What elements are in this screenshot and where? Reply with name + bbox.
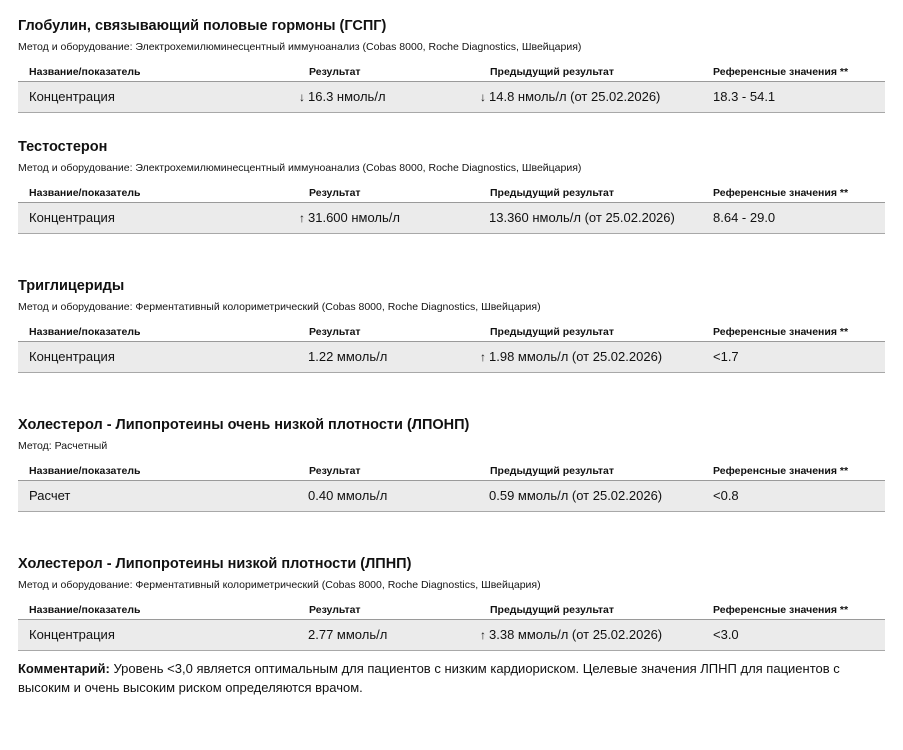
arrow-up-icon: ↑	[480, 628, 486, 642]
test-method: Метод: Расчетный	[18, 440, 108, 452]
row-name: Концентрация	[29, 89, 115, 104]
results-table	[18, 63, 885, 113]
row-previous	[477, 203, 675, 233]
results-table	[18, 184, 885, 234]
test-method: Метод и оборудование: Электрохемилюминесцентный иммуноанализ (Cobas 8000, Roche Diagnostics, Швейцария)	[18, 162, 582, 174]
header-result: Результат	[309, 465, 361, 477]
header-name: Название/показатель	[29, 465, 141, 477]
result-value: 1.22 ммоль/л	[308, 349, 388, 364]
header-result: Результат	[309, 604, 361, 616]
test-section-vldl	[18, 416, 885, 512]
test-method: Метод и оборудование: Ферментативный колориметрический (Cobas 8000, Roche Diagnostics, Швейцария)	[18, 579, 541, 591]
arrow-down-icon: ↓	[480, 90, 486, 104]
test-title: Тестостерон	[18, 139, 108, 155]
header-name: Название/показатель	[29, 66, 141, 78]
table-row	[18, 481, 885, 512]
table-header	[18, 63, 885, 82]
previous-value: 1.98 ммоль/л (от 25.02.2026)	[489, 349, 663, 364]
header-previous: Предыдущий результат	[490, 604, 614, 616]
result-value: 31.600 нмоль/л	[308, 210, 400, 225]
test-section-triglycerides	[18, 277, 885, 373]
row-reference: 18.3 - 54.1	[713, 89, 776, 104]
header-previous: Предыдущий результат	[490, 326, 614, 338]
test-title: Холестерол - Липопротеины низкой плотности (ЛПНП)	[18, 556, 412, 572]
row-previous	[477, 620, 662, 650]
header-name: Название/показатель	[29, 604, 141, 616]
arrow-down-icon: ↓	[299, 90, 305, 104]
row-name: Концентрация	[29, 349, 115, 364]
test-section-ldl	[18, 555, 885, 651]
comment-text: Уровень <3,0 является оптимальным для пациентов с низким кардиориском. Целевые значения ЛПНП для пациентов с высоким и очень высоким риском определяются врачом.	[18, 661, 840, 695]
result-value: 2.77 ммоль/л	[308, 627, 388, 642]
previous-value: 13.360 нмоль/л (от 25.02.2026)	[489, 210, 675, 225]
table-header	[18, 184, 885, 203]
arrow-up-icon: ↑	[480, 350, 486, 364]
test-section-testosterone	[18, 138, 885, 234]
header-result: Результат	[309, 66, 361, 78]
previous-value: 3.38 ммоль/л (от 25.02.2026)	[489, 627, 663, 642]
header-previous: Предыдущий результат	[490, 187, 614, 199]
results-table	[18, 323, 885, 373]
test-title: Холестерол - Липопротеины очень низкой плотности (ЛПОНП)	[18, 417, 470, 433]
header-reference: Референсные значения **	[713, 66, 849, 78]
header-reference: Референсные значения **	[713, 187, 849, 199]
table-header	[18, 462, 885, 481]
row-name: Расчет	[29, 488, 71, 503]
test-method: Метод и оборудование: Ферментативный колориметрический (Cobas 8000, Roche Diagnostics, Швейцария)	[18, 301, 541, 313]
header-reference: Референсные значения **	[713, 326, 849, 338]
table-row	[18, 203, 885, 234]
test-method: Метод и оборудование: Электрохемилюминесцентный иммуноанализ (Cobas 8000, Roche Diagnostics, Швейцария)	[18, 41, 582, 53]
results-table	[18, 601, 885, 651]
row-result	[296, 481, 387, 511]
row-reference: <3.0	[713, 627, 739, 642]
arrow-up-icon: ↑	[299, 211, 305, 225]
test-title: Триглицериды	[18, 278, 125, 294]
row-reference: 8.64 - 29.0	[713, 210, 776, 225]
header-previous: Предыдущий результат	[490, 66, 614, 78]
result-value: 16.3 нмоль/л	[308, 89, 386, 104]
test-section-shbg	[18, 17, 885, 113]
table-header	[18, 323, 885, 342]
comment-block	[18, 659, 888, 697]
header-reference: Референсные значения **	[713, 604, 849, 616]
header-name: Название/показатель	[29, 326, 141, 338]
row-reference: <0.8	[713, 488, 739, 503]
row-previous	[477, 481, 662, 511]
header-previous: Предыдущий результат	[490, 465, 614, 477]
table-row	[18, 342, 885, 373]
row-result	[296, 82, 386, 112]
previous-value: 14.8 нмоль/л (от 25.02.2026)	[489, 89, 661, 104]
test-title: Глобулин, связывающий половые гормоны (ГСПГ)	[18, 18, 387, 34]
result-value: 0.40 ммоль/л	[308, 488, 388, 503]
row-result	[296, 620, 387, 650]
row-result	[296, 342, 387, 372]
header-result: Результат	[309, 187, 361, 199]
header-result: Результат	[309, 326, 361, 338]
header-name: Название/показатель	[29, 187, 141, 199]
comment-label: Комментарий:	[18, 661, 110, 676]
table-header	[18, 601, 885, 620]
previous-value: 0.59 ммоль/л (от 25.02.2026)	[489, 488, 663, 503]
results-table	[18, 462, 885, 512]
row-result	[296, 203, 400, 233]
row-name: Концентрация	[29, 210, 115, 225]
row-reference: <1.7	[713, 349, 739, 364]
row-name: Концентрация	[29, 627, 115, 642]
header-reference: Референсные значения **	[713, 465, 849, 477]
table-row	[18, 82, 885, 113]
table-row	[18, 620, 885, 651]
row-previous	[477, 82, 660, 112]
row-previous	[477, 342, 662, 372]
